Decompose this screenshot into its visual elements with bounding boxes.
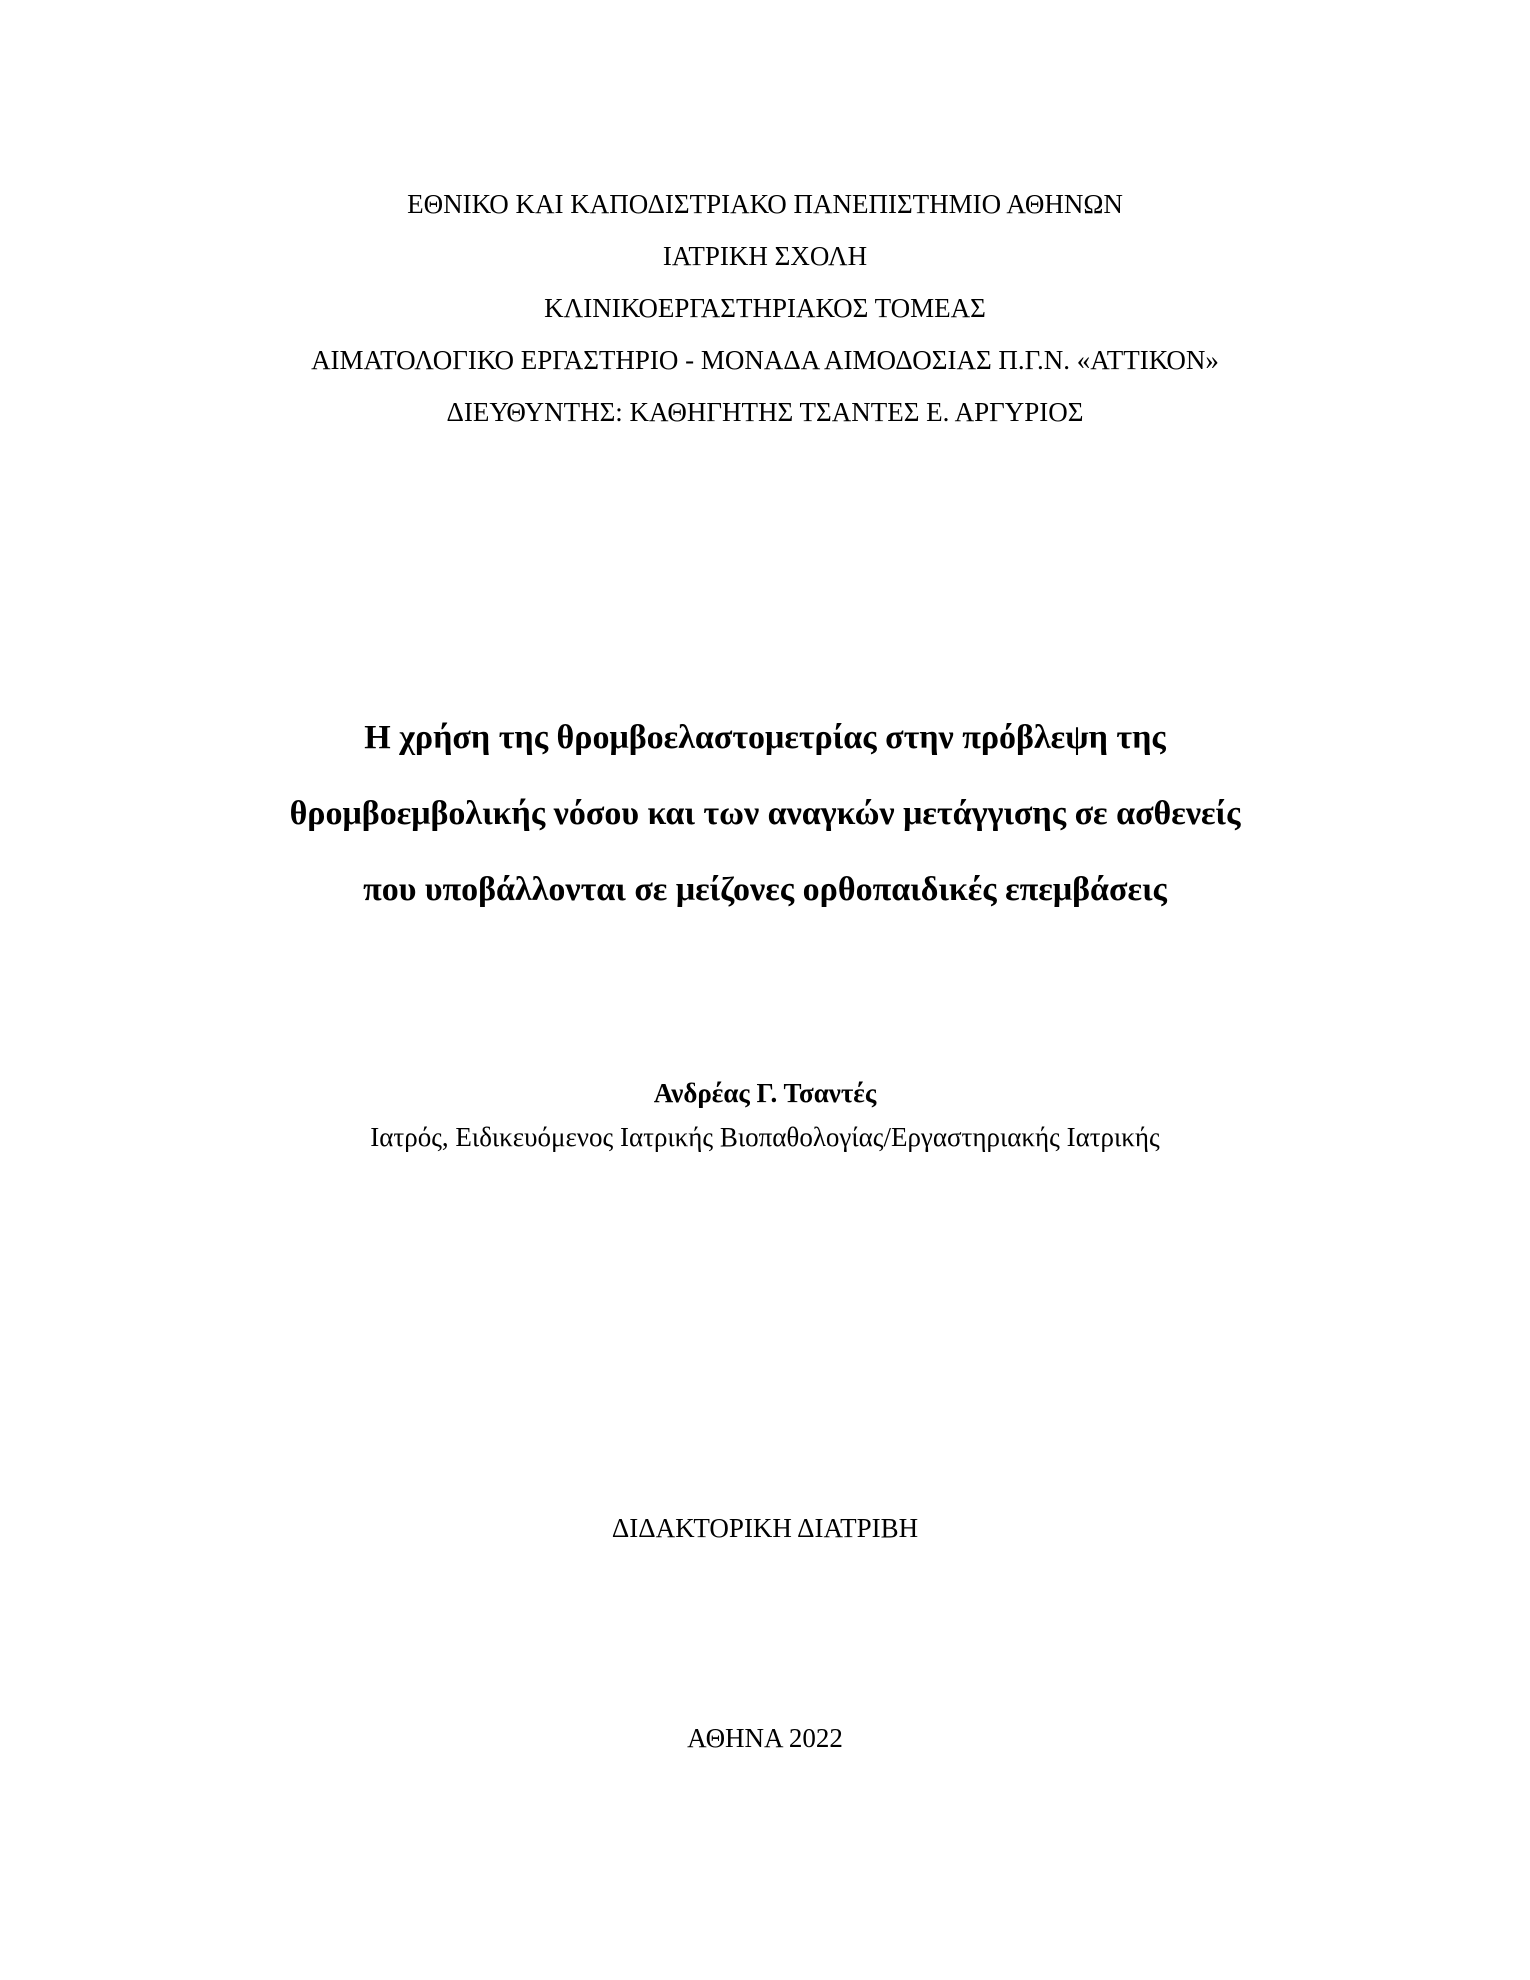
laboratory-name: ΑΙΜΑΤΟΛΟΓΙΚΟ ΕΡΓΑΣΤΗΡΙΟ - ΜΟΝΑΔΑ ΑΙΜΟΔΟΣΙΑΣ Π.Γ.Ν. «ΑΤΤΙΚΟΝ» xyxy=(311,345,1219,375)
author-name: Ανδρέας Γ. Τσαντές xyxy=(653,1078,877,1108)
thesis-title-line: Η χρήση της θρομβοελαστομετρίας στην πρόβλεψη της xyxy=(364,719,1166,756)
place-and-year: ΑΘΗΝΑ 2022 xyxy=(687,1723,843,1753)
school-name: ΙΑΤΡΙΚΗ ΣΧΟΛΗ xyxy=(662,241,868,271)
author-role: Ιατρός, Ειδικευόμενος Ιατρικής Βιοπαθολογίας/Εργαστηριακής Ιατρικής xyxy=(370,1122,1160,1152)
director-name: ΔΙΕΥΘΥΝΤΗΣ: ΚΑΘΗΓΗΤΗΣ ΤΣΑΝΤΕΣ Ε. ΑΡΓΥΡΙΟΣ xyxy=(446,397,1084,427)
sector-name: ΚΛΙΝΙΚΟΕΡΓΑΣΤΗΡΙΑΚΟΣ ΤΟΜΕΑΣ xyxy=(544,293,986,323)
thesis-title-line: θρομβοεμβολικής νόσου και των αναγκών μετάγγισης σε ασθενείς xyxy=(289,795,1241,832)
thesis-title xyxy=(0,700,1530,928)
author-block xyxy=(0,1071,1530,1159)
document-type: ΔΙΔΑΚΤΟΡΙΚΗ ΔΙΑΤΡΙΒΗ xyxy=(611,1513,919,1543)
university-name: ΕΘΝΙΚΟ ΚΑΙ ΚΑΠΟΔΙΣΤΡΙΑΚΟ ΠΑΝΕΠΙΣΤΗΜΙΟ ΑΘΗΝΩΝ xyxy=(407,189,1123,219)
thesis-title-line: που υποβάλλονται σε μείζονες ορθοπαιδικές επεμβάσεις xyxy=(363,871,1167,908)
institution-header xyxy=(0,178,1530,438)
